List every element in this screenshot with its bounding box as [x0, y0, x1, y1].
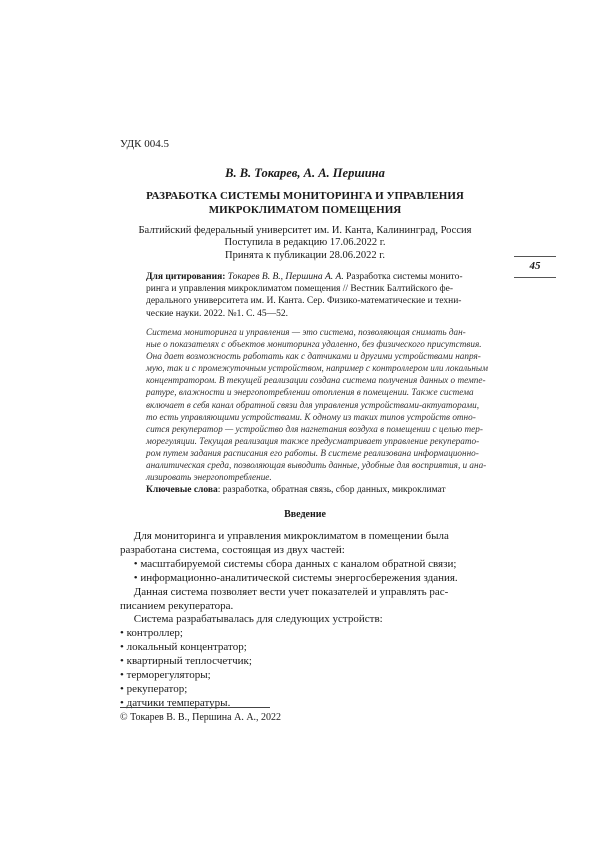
page-number-box [514, 256, 556, 278]
abstract-line: ратуре, влажности и энергопотреблении отопления в помещении. Также система [146, 387, 474, 398]
list-item: • терморегуляторы; [120, 669, 211, 682]
affiliation: Балтийский федеральный университет им. И. Канта, Калининград, Россия [138, 225, 472, 236]
section-heading: Введение [284, 509, 326, 520]
body-text [120, 530, 494, 711]
citation-line: ринга и управления микроклиматом помещения // Вестник Балтийского фе- [146, 284, 453, 295]
keywords-text: : разработка, обратная связь, сбор данных, микроклимат [217, 485, 446, 495]
body-line: Данная система позволяет вести учет показателей и управлять рас- [120, 585, 449, 598]
citation-block [146, 271, 476, 320]
list-item: • масштабируемой системы сбора данных с каналом обратной связи; [120, 557, 457, 570]
body-line: разработана система, состоящая из двух частей: [120, 543, 345, 556]
abstract-line: аналитическая среда, позволяющая выводить данные, удобные для восприятия, и ана- [146, 460, 487, 471]
title-line: РАЗРАБОТКА СИСТЕМЫ МОНИТОРИНГА И УПРАВЛЕНИЯ [146, 190, 464, 202]
udc-code: УДК 004.5 [120, 138, 170, 150]
abstract-line: Система мониторинга и управления — это система, позволяющая снимать дан- [146, 327, 466, 337]
citation-text: Разработка системы монито- [346, 272, 463, 282]
abstract-line: то есть управляющими устройствами. К одному из таких типов устройств отно- [146, 411, 476, 422]
list-item: • контроллер; [120, 627, 183, 640]
body-line: Для мониторинга и управления микроклиматом в помещении была [120, 530, 449, 542]
abstract [146, 326, 488, 483]
article-title [120, 189, 490, 217]
abstract-line: морегуляции. Текущая реализация также предусматривает управление рекуперато- [146, 435, 480, 446]
citation-line: ческие науки. 2022. №1. С. 45—52. [146, 308, 289, 319]
abstract-line: концентратором. В текущей реализации создана система получения данных о темпе- [146, 375, 486, 386]
abstract-line: сится рекуператор — устройство для нагнетания воздуха в помещении с целью тер- [146, 423, 483, 434]
keywords [146, 485, 486, 495]
list-item: • рекуператор; [120, 682, 188, 695]
abstract-line: ром путем задания расписания его работы. В системе реализована информационно- [146, 447, 479, 458]
accepted-date: Принята к публикации 28.06.2022 г. [224, 249, 385, 261]
list-item: • локальный концентратор; [120, 641, 247, 654]
keywords-label: Ключевые слова [146, 485, 218, 495]
body-line: писанием рекуператора. [120, 599, 234, 612]
citation-line: дерального университета им. И. Канта. Сер. Физико-математические и техни- [146, 296, 462, 307]
list-item: • информационно-аналитической системы энергосбережения здания. [120, 571, 458, 584]
abstract-line: ные о показателях с объектов мониторинга удаленно, без физического присутствия. [146, 339, 482, 350]
received-date: Поступила в редакцию 17.06.2022 г. [224, 237, 386, 249]
page-number: 45 [529, 260, 541, 272]
body-line: Система разрабатывалась для следующих устройств: [120, 613, 383, 626]
title-line: МИКРОКЛИМАТОМ ПОМЕЩЕНИЯ [208, 204, 402, 216]
abstract-line: мую, так и с промежуточным устройством, например с контроллером или локальным [146, 363, 488, 374]
article-authors: В. В. Токарев, А. А. Першина [225, 166, 385, 180]
citation-line [146, 271, 476, 283]
list-item: • квартирный теплосчетчик; [120, 655, 252, 668]
abstract-line: Она дает возможность работать как с датчиками и другими устройствами напря- [146, 351, 481, 362]
abstract-line: лизировать энергопотребление. [146, 472, 272, 483]
citation-authors: Токарев В. В., Першина А. А. [227, 272, 344, 282]
citation-label: Для цитирования: [146, 272, 226, 282]
abstract-line: включает в себя канал обратной связи для управления устройствами-актуаторами, [146, 399, 480, 410]
list-item: • датчики температуры. [120, 696, 231, 709]
footnote-rule [120, 707, 270, 708]
copyright-footnote: © Токарев В. В., Першина А. А., 2022 [120, 712, 282, 723]
affiliation-block [120, 225, 490, 262]
